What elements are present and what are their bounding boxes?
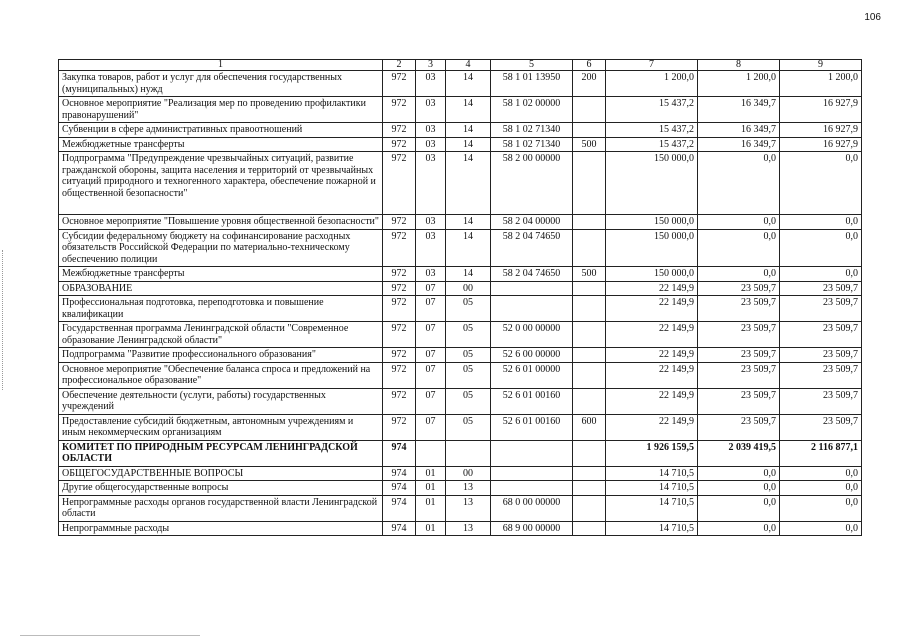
column-header-3: 3 <box>416 60 446 71</box>
target-article-code: 52 6 01 00160 <box>491 388 573 414</box>
table-row <box>59 414 862 440</box>
amount-col-7: 150 000,0 <box>606 152 698 215</box>
amount-col-8: 16 349,7 <box>698 97 780 123</box>
table-row <box>59 495 862 521</box>
section-code: 07 <box>416 388 446 414</box>
ministry-code: 972 <box>383 414 416 440</box>
ministry-code: 972 <box>383 71 416 97</box>
row-name: Закупка товаров, работ и услуг для обеспечения государственных (муниципальных) нужд <box>59 71 383 97</box>
section-code: 03 <box>416 229 446 267</box>
expense-type-code <box>573 322 606 348</box>
section-code: 07 <box>416 322 446 348</box>
amount-col-9: 0,0 <box>780 229 862 267</box>
section-code: 07 <box>416 362 446 388</box>
amount-col-9: 23 509,7 <box>780 296 862 322</box>
ministry-code: 974 <box>383 466 416 481</box>
table-row <box>59 71 862 97</box>
ministry-code: 972 <box>383 267 416 282</box>
subsection-code: 14 <box>446 97 491 123</box>
section-code: 01 <box>416 495 446 521</box>
column-header-5: 5 <box>491 60 573 71</box>
table-row <box>59 481 862 496</box>
table-row <box>59 521 862 536</box>
table-row <box>59 322 862 348</box>
target-article-code <box>491 481 573 496</box>
target-article-code <box>491 440 573 466</box>
amount-col-7: 22 149,9 <box>606 322 698 348</box>
section-code: 03 <box>416 267 446 282</box>
section-code: 03 <box>416 215 446 230</box>
row-name: Подпрограмма "Предупреждение чрезвычайных ситуаций, развитие гражданской обороны, защита населения и территорий от чрезвычайных ситуаций природного и техногенного характера, обеспечение пожарной и общественной безопасности" <box>59 152 383 215</box>
amount-col-9: 23 509,7 <box>780 322 862 348</box>
subsection-code: 14 <box>446 71 491 97</box>
row-name: КОМИТЕТ ПО ПРИРОДНЫМ РЕСУРСАМ ЛЕНИНГРАДСКОЙ ОБЛАСТИ <box>59 440 383 466</box>
subsection-code: 05 <box>446 348 491 363</box>
ministry-code: 972 <box>383 123 416 138</box>
row-name: ОБРАЗОВАНИЕ <box>59 281 383 296</box>
table-row <box>59 388 862 414</box>
amount-col-8: 2 039 419,5 <box>698 440 780 466</box>
section-code: 03 <box>416 97 446 123</box>
subsection-code: 14 <box>446 215 491 230</box>
row-name: Непрограммные расходы <box>59 521 383 536</box>
table-row <box>59 152 862 215</box>
ministry-code: 972 <box>383 137 416 152</box>
row-name: Основное мероприятие "Реализация мер по проведению профилактики правонарушений" <box>59 97 383 123</box>
expense-type-code <box>573 152 606 215</box>
amount-col-7: 22 149,9 <box>606 388 698 414</box>
ministry-code: 974 <box>383 481 416 496</box>
subsection-code: 00 <box>446 281 491 296</box>
target-article-code: 58 2 04 74650 <box>491 267 573 282</box>
amount-col-7: 150 000,0 <box>606 267 698 282</box>
table-row <box>59 362 862 388</box>
subsection-code: 14 <box>446 267 491 282</box>
expense-type-code <box>573 215 606 230</box>
ministry-code: 972 <box>383 281 416 296</box>
amount-col-9: 0,0 <box>780 267 862 282</box>
amount-col-9: 23 509,7 <box>780 281 862 296</box>
amount-col-9: 23 509,7 <box>780 388 862 414</box>
subsection-code: 05 <box>446 322 491 348</box>
amount-col-8: 0,0 <box>698 152 780 215</box>
expense-type-code <box>573 281 606 296</box>
amount-col-7: 14 710,5 <box>606 521 698 536</box>
amount-col-8: 0,0 <box>698 481 780 496</box>
amount-col-7: 15 437,2 <box>606 123 698 138</box>
amount-col-9: 16 927,9 <box>780 137 862 152</box>
amount-col-9: 23 509,7 <box>780 348 862 363</box>
expense-type-code <box>573 123 606 138</box>
amount-col-8: 1 200,0 <box>698 71 780 97</box>
table-row <box>59 97 862 123</box>
row-name: Обеспечение деятельности (услуги, работы) государственных учреждений <box>59 388 383 414</box>
amount-col-9: 16 927,9 <box>780 123 862 138</box>
target-article-code: 58 1 01 13950 <box>491 71 573 97</box>
section-code: 03 <box>416 123 446 138</box>
ministry-code: 972 <box>383 296 416 322</box>
amount-col-9: 0,0 <box>780 215 862 230</box>
amount-col-7: 22 149,9 <box>606 414 698 440</box>
amount-col-7: 1 200,0 <box>606 71 698 97</box>
amount-col-7: 14 710,5 <box>606 495 698 521</box>
column-header-6: 6 <box>573 60 606 71</box>
section-code: 07 <box>416 281 446 296</box>
column-header-2: 2 <box>383 60 416 71</box>
subsection-code: 05 <box>446 362 491 388</box>
target-article-code: 52 6 01 00000 <box>491 362 573 388</box>
target-article-code: 52 6 01 00160 <box>491 414 573 440</box>
subsection-code: 05 <box>446 388 491 414</box>
amount-col-8: 0,0 <box>698 229 780 267</box>
amount-col-8: 23 509,7 <box>698 414 780 440</box>
section-code: 01 <box>416 466 446 481</box>
section-code: 07 <box>416 414 446 440</box>
section-code: 01 <box>416 481 446 496</box>
row-name: Межбюджетные трансферты <box>59 267 383 282</box>
expense-type-code: 500 <box>573 137 606 152</box>
target-article-code: 58 1 02 71340 <box>491 137 573 152</box>
amount-col-9: 2 116 877,1 <box>780 440 862 466</box>
ministry-code: 972 <box>383 97 416 123</box>
subsection-code <box>446 440 491 466</box>
expense-type-code: 600 <box>573 414 606 440</box>
target-article-code: 68 9 00 00000 <box>491 521 573 536</box>
amount-col-8: 0,0 <box>698 495 780 521</box>
row-name: Субсидии федеральному бюджету на софинансирование расходных обязательств Российской Федерации по материально-техническому обеспечению полиции <box>59 229 383 267</box>
expense-type-code <box>573 97 606 123</box>
subsection-code: 00 <box>446 466 491 481</box>
ministry-code: 974 <box>383 440 416 466</box>
ministry-code: 972 <box>383 152 416 215</box>
subsection-code: 13 <box>446 521 491 536</box>
amount-col-8: 23 509,7 <box>698 281 780 296</box>
amount-col-7: 22 149,9 <box>606 281 698 296</box>
expense-type-code <box>573 388 606 414</box>
expense-type-code <box>573 229 606 267</box>
row-name: Основное мероприятие "Обеспечение баланса спроса и предложений на профессиональное образование" <box>59 362 383 388</box>
target-article-code: 68 0 00 00000 <box>491 495 573 521</box>
expense-type-code <box>573 466 606 481</box>
table-row <box>59 215 862 230</box>
section-code: 03 <box>416 152 446 215</box>
amount-col-8: 23 509,7 <box>698 348 780 363</box>
expense-type-code <box>573 481 606 496</box>
column-header-1: 1 <box>59 60 383 71</box>
subsection-code: 14 <box>446 152 491 215</box>
subsection-code: 14 <box>446 137 491 152</box>
amount-col-9: 1 200,0 <box>780 71 862 97</box>
column-header-4: 4 <box>446 60 491 71</box>
section-code <box>416 440 446 466</box>
target-article-code: 52 6 00 00000 <box>491 348 573 363</box>
target-article-code <box>491 296 573 322</box>
row-name: Другие общегосударственные вопросы <box>59 481 383 496</box>
subsection-code: 14 <box>446 229 491 267</box>
amount-col-9: 23 509,7 <box>780 362 862 388</box>
expense-type-code <box>573 495 606 521</box>
row-name: ОБЩЕГОСУДАРСТВЕННЫЕ ВОПРОСЫ <box>59 466 383 481</box>
table-header-row <box>59 60 862 71</box>
amount-col-9: 23 509,7 <box>780 414 862 440</box>
amount-col-8: 23 509,7 <box>698 322 780 348</box>
expense-type-code: 200 <box>573 71 606 97</box>
amount-col-9: 0,0 <box>780 521 862 536</box>
amount-col-8: 0,0 <box>698 267 780 282</box>
row-name: Субвенции в сфере административных правоотношений <box>59 123 383 138</box>
row-name: Подпрограмма "Развитие профессионального образования" <box>59 348 383 363</box>
section-code: 03 <box>416 71 446 97</box>
subsection-code: 13 <box>446 481 491 496</box>
amount-col-9: 0,0 <box>780 495 862 521</box>
expense-type-code <box>573 296 606 322</box>
column-header-8: 8 <box>698 60 780 71</box>
target-article-code: 52 0 00 00000 <box>491 322 573 348</box>
target-article-code: 58 2 04 00000 <box>491 215 573 230</box>
amount-col-8: 23 509,7 <box>698 362 780 388</box>
amount-col-7: 150 000,0 <box>606 229 698 267</box>
amount-col-8: 23 509,7 <box>698 388 780 414</box>
section-code: 07 <box>416 348 446 363</box>
amount-col-8: 0,0 <box>698 215 780 230</box>
table-row <box>59 137 862 152</box>
subsection-code: 13 <box>446 495 491 521</box>
section-code: 07 <box>416 296 446 322</box>
amount-col-7: 15 437,2 <box>606 97 698 123</box>
expense-type-code: 500 <box>573 267 606 282</box>
scan-margin-marks <box>2 250 6 390</box>
amount-col-7: 14 710,5 <box>606 466 698 481</box>
target-article-code: 58 1 02 71340 <box>491 123 573 138</box>
ministry-code: 972 <box>383 362 416 388</box>
subsection-code: 05 <box>446 414 491 440</box>
table-row <box>59 296 862 322</box>
amount-col-7: 1 926 159,5 <box>606 440 698 466</box>
table-row <box>59 440 862 466</box>
table-row <box>59 466 862 481</box>
target-article-code <box>491 281 573 296</box>
expense-type-code <box>573 440 606 466</box>
target-article-code: 58 2 00 00000 <box>491 152 573 215</box>
ministry-code: 972 <box>383 229 416 267</box>
row-name: Государственная программа Ленинградской области "Современное образование Ленинградской области" <box>59 322 383 348</box>
amount-col-8: 16 349,7 <box>698 137 780 152</box>
amount-col-7: 22 149,9 <box>606 348 698 363</box>
target-article-code: 58 2 04 74650 <box>491 229 573 267</box>
subsection-code: 14 <box>446 123 491 138</box>
table-row <box>59 281 862 296</box>
section-code: 03 <box>416 137 446 152</box>
amount-col-8: 0,0 <box>698 521 780 536</box>
amount-col-8: 0,0 <box>698 466 780 481</box>
amount-col-7: 22 149,9 <box>606 362 698 388</box>
column-header-7: 7 <box>606 60 698 71</box>
expense-type-code <box>573 362 606 388</box>
amount-col-7: 150 000,0 <box>606 215 698 230</box>
row-name: Непрограммные расходы органов государственной власти Ленинградской области <box>59 495 383 521</box>
row-name: Межбюджетные трансферты <box>59 137 383 152</box>
ministry-code: 972 <box>383 322 416 348</box>
footer-rule <box>20 635 200 636</box>
amount-col-7: 14 710,5 <box>606 481 698 496</box>
amount-col-7: 15 437,2 <box>606 137 698 152</box>
table-row <box>59 348 862 363</box>
amount-col-9: 0,0 <box>780 466 862 481</box>
expense-type-code <box>573 521 606 536</box>
page-number: 106 <box>864 12 881 23</box>
row-name: Основное мероприятие "Повышение уровня общественной безопасности" <box>59 215 383 230</box>
amount-col-7: 22 149,9 <box>606 296 698 322</box>
target-article-code <box>491 466 573 481</box>
table-row <box>59 267 862 282</box>
expense-type-code <box>573 348 606 363</box>
amount-col-9: 16 927,9 <box>780 97 862 123</box>
column-header-9: 9 <box>780 60 862 71</box>
target-article-code: 58 1 02 00000 <box>491 97 573 123</box>
amount-col-8: 23 509,7 <box>698 296 780 322</box>
section-code: 01 <box>416 521 446 536</box>
ministry-code: 972 <box>383 348 416 363</box>
ministry-code: 974 <box>383 495 416 521</box>
row-name: Профессиональная подготовка, переподготовка и повышение квалификации <box>59 296 383 322</box>
row-name: Предоставление субсидий бюджетным, автономным учреждениям и иным некоммерческим организациям <box>59 414 383 440</box>
table-row <box>59 123 862 138</box>
amount-col-9: 0,0 <box>780 152 862 215</box>
table-row <box>59 229 862 267</box>
budget-table <box>58 59 862 536</box>
ministry-code: 972 <box>383 388 416 414</box>
amount-col-9: 0,0 <box>780 481 862 496</box>
ministry-code: 974 <box>383 521 416 536</box>
ministry-code: 972 <box>383 215 416 230</box>
subsection-code: 05 <box>446 296 491 322</box>
amount-col-8: 16 349,7 <box>698 123 780 138</box>
